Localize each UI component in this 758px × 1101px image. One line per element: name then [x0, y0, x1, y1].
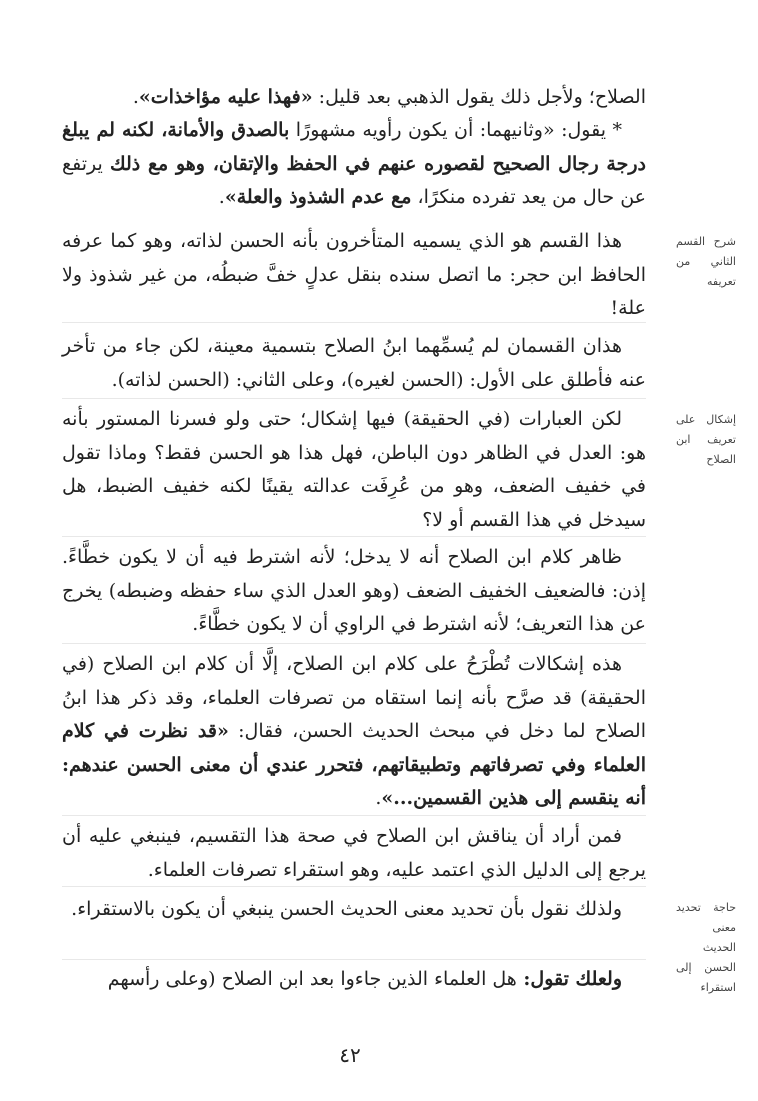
bold-text-segment: ولعلك تقول:	[516, 968, 622, 990]
paragraph-7	[62, 648, 646, 816]
bold-text-segment: بالصدق والأمانة، لكنه لم يبلغ درجة رجال الصحيح لقصوره عنهم في الحفظ والإتقان، وهو مع ذلك	[62, 119, 647, 175]
paragraph-9	[62, 893, 646, 927]
paragraph-3	[62, 225, 646, 326]
side-note-3: حاجة تحديد معنى الحديث الحسن إلى استقراء	[676, 901, 736, 994]
text-segment: فمن أراد أن يناقش ابن الصلاح في صحة هذا التقسيم، فينبغي عليه أن يرجع إلى الدليل الذي اعتمد عليه، وهو استقراء تصرفات العلماء.	[62, 825, 646, 881]
text-segment: هذان القسمان لم يُسمِّهما ابنُ الصلاح بتسمية معينة، لكن جاء من تأخر عنه فأطلق على الأول: (الحسن لغيره)، وعلى الثاني: (الحسن لذاته).	[62, 335, 646, 391]
paragraph-4	[62, 330, 646, 397]
bold-text-segment: «فهذا عليه مؤاخذات»	[138, 86, 313, 108]
text-segment: .	[132, 86, 139, 108]
separator-line	[62, 886, 646, 887]
side-note-2: إشكال على تعريف ابن الصلاح	[676, 413, 736, 466]
separator-line	[62, 815, 646, 816]
page-number: ٤٢	[339, 1043, 361, 1067]
text-segment: هذه إشكالات تُطْرَحُ على كلام ابن الصلاح، إلَّا أن كلام ابن الصلاح (في الحقيقة) قد صرَّح بأنه إنما استقاه من تصرفات العلماء، وقد ذكر هذا ابنُ الصلاح لما دخل في مبحث الحديث الحسن، فقال:	[62, 653, 646, 742]
paragraph-1	[62, 81, 646, 115]
paragraph-6	[62, 541, 646, 642]
paragraph-8	[62, 820, 646, 887]
separator-line	[62, 398, 646, 399]
separator-line	[62, 959, 646, 960]
paragraph-5	[62, 403, 646, 537]
text-segment: ظاهر كلام ابن الصلاح أنه لا يدخل؛ لأنه اشترط فيه أن لا يكون خطَّاءً. إذن: فالضعيف الخفيف الضعف (وهو العدل الذي ساء حفظه وضبطه) يخرج عن هذا التعريف؛ لأنه اشترط في الراوي أن لا يكون خطَّاءً.	[62, 546, 646, 635]
paragraph-2	[62, 114, 646, 215]
text-segment: * يقول: «وثانيهما: أن يكون رأويه مشهورًا	[289, 119, 622, 141]
text-segment: .	[375, 787, 382, 809]
text-segment: هذا القسم هو الذي يسميه المتأخرون بأنه الحسن لذاته، وهو كما عرفه الحافظ ابن حجر: ما اتصل سنده بنقل عدلٍ خفَّ ضبطُه، من غير شذوذ ولا علة!	[62, 230, 646, 319]
text-segment: لكن العبارات (في الحقيقة) فيها إشكال؛ حتى ولو فسرنا المستور بأنه هو: العدل في الظاهر دون الباطن، فهل هذا هو الحسن فقط؟ وماذا تقول في خفيف الضعف، وهو من عُرِفَت عدالته يقينًا لكنه خفيف الضبط، هل سيدخل في هذا القسم أو لا؟	[62, 408, 646, 531]
bold-text-segment: مع عدم الشذوذ والعلة»	[224, 186, 412, 208]
text-segment: هل العلماء الذين جاءوا بعد ابن الصلاح (وعلى رأسهم	[107, 968, 517, 990]
text-segment: الصلاح؛ ولأجل ذلك يقول الذهبي بعد قليل:	[312, 86, 646, 108]
separator-line	[62, 322, 646, 323]
text-segment: ولذلك نقول بأن تحديد معنى الحديث الحسن ينبغي أن يكون بالاستقراء.	[71, 898, 622, 920]
text-segment: يرتفع عن حال من يعد تفرده منكرًا،	[62, 152, 646, 208]
paragraph-10	[62, 963, 646, 997]
separator-line	[62, 536, 646, 537]
separator-line	[62, 643, 646, 644]
text-segment: .	[218, 186, 225, 208]
side-note-1: شرح القسم الثاني من تعريفه	[676, 235, 736, 288]
bold-text-segment: «قد نظرت في كلام العلماء وفي تصرفاتهم وتطبيقاتهم، فتحرر عندي أن معنى الحسن عندهم: أنه ينقسم إلى هذين القسمين...»	[62, 720, 646, 809]
